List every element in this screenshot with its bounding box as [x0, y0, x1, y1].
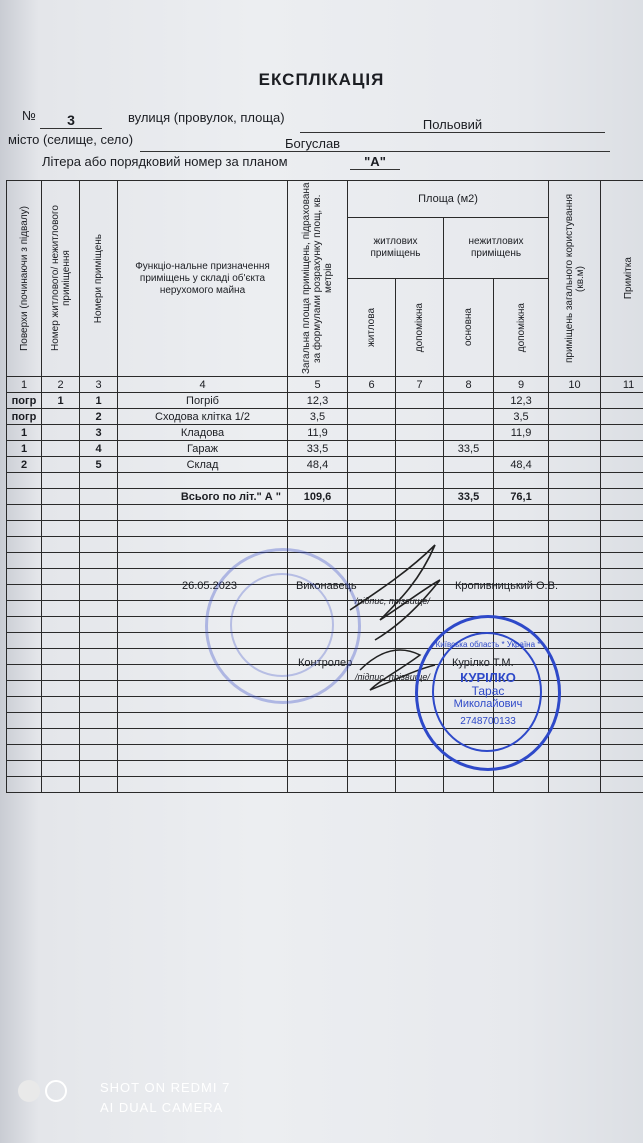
header-note: Примітка — [623, 257, 635, 300]
cell-living — [348, 441, 396, 457]
cell-living — [348, 457, 396, 473]
cell-common — [549, 441, 601, 457]
col-number: 1 — [7, 377, 42, 393]
cell-note — [601, 457, 643, 473]
circle-icon — [18, 1080, 40, 1102]
cell-floor: 1 — [7, 441, 42, 457]
header-room-no: Номери приміщень — [93, 233, 104, 324]
header-area-group: Площа (м2) — [348, 181, 549, 218]
city-value: Богуслав — [140, 136, 610, 152]
cell-main — [444, 457, 494, 473]
cell-living — [348, 425, 396, 441]
cell-total: 48,4 — [288, 457, 348, 473]
total-row — [7, 489, 643, 505]
cell-aux1 — [396, 457, 444, 473]
executor-label: Виконавець — [296, 580, 357, 592]
col-number: 2 — [42, 377, 80, 393]
header-common: приміщень загального користування (кв.м) — [563, 194, 586, 363]
cell-function: Сходова клітка 1/2 — [118, 409, 288, 425]
letter-label: Літера або порядковий номер за планом — [42, 154, 288, 169]
ring-icon — [45, 1080, 67, 1102]
cell-premise — [42, 425, 80, 441]
column-numbers-row — [7, 377, 643, 393]
cell-common — [549, 457, 601, 473]
controller-label: Контролер — [298, 657, 353, 669]
col-number: 6 — [348, 377, 396, 393]
col-number: 11 — [601, 377, 643, 393]
header-total-area: Загальна площа приміщень, підрахована за формулами розрахунку площ, кв. метрів — [301, 182, 334, 375]
cell-aux1 — [396, 441, 444, 457]
header-residential: житлових приміщень — [348, 218, 444, 279]
table-row — [7, 441, 643, 457]
cell-floor: погр — [7, 393, 42, 409]
table-row — [7, 409, 643, 425]
cell-premise — [42, 409, 80, 425]
table-row — [7, 457, 643, 473]
watermark-line2: AI DUAL CAMERA — [100, 1100, 224, 1115]
col-number: 10 — [549, 377, 601, 393]
controller-caption: /підпис, прізвище/ — [355, 672, 430, 682]
cell-function: Гараж — [118, 441, 288, 457]
executor-caption: /підпис, прізвище/ — [355, 596, 430, 606]
company-stamp — [205, 548, 361, 704]
cell-aux2 — [494, 441, 549, 457]
cell-note — [601, 441, 643, 457]
col-number: 9 — [494, 377, 549, 393]
stamp-name1: КУРІЛКО — [460, 670, 516, 685]
cell-living — [348, 393, 396, 409]
stamp-name3: Миколайович — [453, 698, 523, 710]
cell-main: 33,5 — [444, 441, 494, 457]
cell-main — [444, 425, 494, 441]
cell-total: 3,5 — [288, 409, 348, 425]
header-nonresidential: нежитлових приміщень — [444, 218, 549, 279]
cell-living — [348, 409, 396, 425]
street-label: вулиця (провулок, площа) — [128, 110, 285, 125]
cell-aux1 — [396, 409, 444, 425]
cell-floor: 2 — [7, 457, 42, 473]
cell-aux1 — [396, 393, 444, 409]
stamp-name2: Тарас — [471, 684, 505, 698]
total-main-sum: 33,5 — [444, 489, 494, 505]
cell-premise — [42, 457, 80, 473]
cell-common — [549, 425, 601, 441]
cell-floor: 1 — [7, 425, 42, 441]
document-title: ЕКСПЛІКАЦІЯ — [258, 70, 385, 89]
header-aux2: допоміжна — [515, 302, 527, 352]
col-number: 5 — [288, 377, 348, 393]
header-living: житлова — [366, 307, 377, 347]
number-value: 3 — [40, 112, 102, 129]
cell-note — [601, 425, 643, 441]
cell-aux1 — [396, 425, 444, 441]
executor-name: Кропивницький О.В. — [455, 580, 559, 592]
number-label: № — [22, 108, 36, 123]
cell-room: 2 — [80, 409, 118, 425]
table-row — [7, 425, 643, 441]
cell-function: Погріб — [118, 393, 288, 409]
header-floor: Поверхи (починаючи з підвалу) — [18, 206, 30, 351]
col-number: 7 — [396, 377, 444, 393]
cell-aux2: 48,4 — [494, 457, 549, 473]
letter-value: "А" — [350, 154, 400, 170]
cell-common — [549, 409, 601, 425]
official-stamp — [415, 615, 561, 771]
cell-total: 11,9 — [288, 425, 348, 441]
city-label: місто (селище, село) — [8, 132, 134, 147]
table-row-empty — [7, 473, 643, 489]
cell-main — [444, 409, 494, 425]
cell-premise — [42, 441, 80, 457]
cell-premise: 1 — [42, 393, 80, 409]
cell-note — [601, 409, 643, 425]
cell-room: 5 — [80, 457, 118, 473]
col-number: 4 — [118, 377, 288, 393]
watermark-line1: SHOT ON REDMI 7 — [100, 1080, 231, 1095]
cell-aux2: 3,5 — [494, 409, 549, 425]
header-function: Функціо-нальне призначення приміщень у складі об'єкта нерухомого майна — [135, 260, 270, 296]
cell-total: 33,5 — [288, 441, 348, 457]
cell-note — [601, 393, 643, 409]
signature-date: 26.05.2023 — [182, 580, 238, 592]
street-value: Польовий — [300, 117, 605, 133]
cell-common — [549, 393, 601, 409]
col-number: 3 — [80, 377, 118, 393]
total-aux-sum: 76,1 — [494, 489, 549, 505]
col-number: 8 — [444, 377, 494, 393]
stamp-code: 2748700133 — [460, 716, 516, 727]
cell-floor: погр — [7, 409, 42, 425]
total-label: Всього по літ." А " — [118, 489, 288, 505]
cell-main — [444, 393, 494, 409]
cell-total: 12,3 — [288, 393, 348, 409]
cell-room: 1 — [80, 393, 118, 409]
header-premise-no: Номер житлового/ нежитлового приміщення — [49, 205, 72, 352]
total-area-sum: 109,6 — [288, 489, 348, 505]
table-row — [7, 393, 643, 409]
controller-name: Курілко Т.М. — [452, 657, 514, 669]
cell-room: 4 — [80, 441, 118, 457]
cell-function: Кладова — [118, 425, 288, 441]
cell-aux2: 12,3 — [494, 393, 549, 409]
header-main: основна — [463, 308, 474, 347]
cell-function: Склад — [118, 457, 288, 473]
cell-room: 3 — [80, 425, 118, 441]
cell-aux2: 11,9 — [494, 425, 549, 441]
header-aux1: допоміжна — [414, 302, 425, 352]
stamp-ring-text: Київська область * Україна * — [435, 640, 541, 649]
camera-watermark — [18, 1080, 75, 1102]
